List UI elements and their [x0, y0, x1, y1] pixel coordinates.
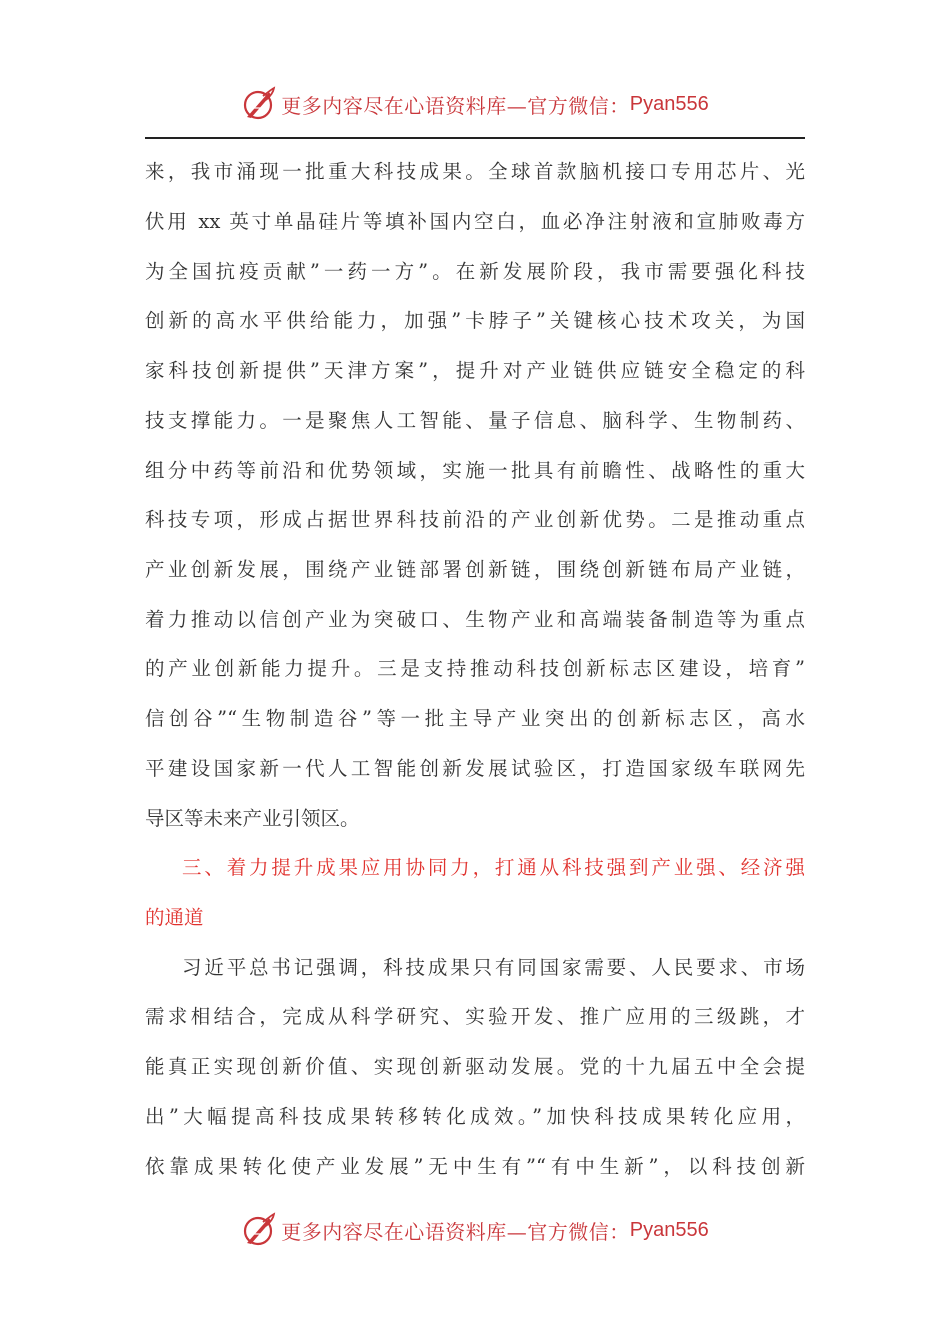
text-line: 科技专项，形成占据世界科技前沿的产业创新优势。二是推动重点 [145, 508, 805, 531]
text-line: 组分中药等前沿和优势领域，实施一批具有前瞻性、战略性的重大 [145, 459, 805, 482]
quill-logo-icon [241, 86, 277, 122]
text-line: 出”大幅提高科技成果转移转化成效。”加快科技成果转化应用， [145, 1105, 805, 1128]
text-line: 着力推动以信创产业为突破口、生物产业和高端装备制造等为重点 [145, 608, 805, 631]
text-line: 为全国抗疫贡献”一药一方”。在新发展阶段，我市需要强化科技 [145, 260, 805, 283]
text-line: 能真正实现创新价值、实现创新驱动发展。党的十九届五中全会提 [145, 1055, 805, 1078]
text-line: 平建设国家新一代人工智能创新发展试验区，打造国家级车联网先 [145, 757, 805, 780]
section-heading: 三、着力提升成果应用协同力，打通从科技强到产业强、经济强 [182, 856, 805, 879]
text-line: 技支撑能力。一是聚焦人工智能、量子信息、脑科学、生物制药、 [145, 409, 805, 432]
banner-text: 更多内容尽在心语资料库—官方微信： [281, 93, 630, 118]
text-line: 来，我市涌现一批重大科技成果。全球首款脑机接口专用芯片、光 [145, 160, 805, 183]
text-line: 需求相结合，完成从科学研究、实验开发、推广应用的三级跳，才 [145, 1005, 805, 1028]
quill-logo-icon [241, 1212, 277, 1248]
text-line: 家科技创新提供”天津方案”，提升对产业链供应链安全稳定的科 [145, 359, 805, 382]
text-line: 创新的高水平供给能力，加强”卡脖子”关键核心技术攻关，为国 [145, 309, 805, 332]
header-rule [145, 137, 805, 139]
banner-text: 更多内容尽在心语资料库—官方微信： [281, 1219, 630, 1244]
text-line: 伏用 xx 英寸单晶硅片等填补国内空白，血必净注射液和宣肺败毒方 [145, 210, 805, 233]
section-heading-continued: 的通道 [145, 906, 204, 929]
banner-wechat-id: Pyan556 [629, 1218, 709, 1241]
text-line: 习近平总书记强调，科技成果只有同国家需要、人民要求、市场 [182, 956, 805, 979]
text-line: 依靠成果转化使产业发展”无中生有”“有中生新”，以科技创新 [145, 1155, 805, 1178]
text-line: 的产业创新能力提升。三是支持推动科技创新标志区建设，培育” [145, 657, 805, 680]
text-line: 产业创新发展，围绕产业链部署创新链，围绕创新链布局产业链， [145, 558, 805, 581]
text-line: 导区等未来产业引领区。 [145, 807, 360, 830]
footer-banner [0, 1210, 950, 1250]
header-banner [0, 84, 950, 124]
text-line: 信创谷”“生物制造谷”等一批主导产业突出的创新标志区，高水 [145, 707, 805, 730]
banner-wechat-id: Pyan556 [629, 92, 709, 115]
